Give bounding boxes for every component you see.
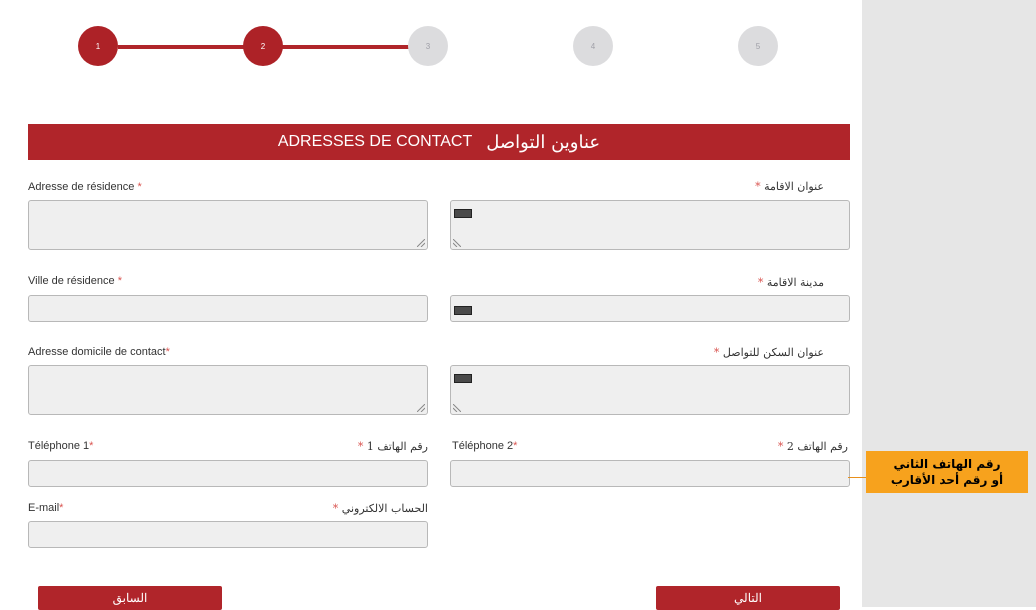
keyboard-icon[interactable]	[454, 209, 472, 218]
residence-address-ar-textarea[interactable]	[450, 200, 850, 250]
phone1-input[interactable]	[28, 460, 428, 487]
phone2-label-ar: رقم الهاتف 2 *	[777, 440, 848, 453]
progress-stepper	[0, 0, 862, 95]
annotation-callout	[866, 451, 1028, 493]
side-panel	[862, 0, 1036, 607]
step-2[interactable]: 2	[243, 26, 283, 66]
residence-city-ar-input[interactable]	[450, 295, 850, 322]
step-3[interactable]: 3	[408, 26, 448, 66]
resize-handle-icon[interactable]	[417, 239, 425, 247]
email-label-ar: الحساب الالكتروني *	[332, 502, 428, 515]
email-input[interactable]	[28, 521, 428, 548]
section-title-fr: ADRESSES DE CONTACT	[277, 133, 473, 150]
contact-address-label-fr: Adresse domicile de contact*	[28, 346, 170, 358]
phone2-label-fr: Téléphone 2*	[452, 440, 518, 452]
residence-city-label-ar: مدينة الاقامة *	[757, 276, 824, 289]
contact-address-ar-textarea[interactable]	[450, 365, 850, 415]
step-4[interactable]: 4	[573, 26, 613, 66]
callout-pointer	[848, 477, 868, 478]
keyboard-icon[interactable]	[454, 306, 472, 315]
section-title-ar: عناوين التواصل	[486, 131, 601, 153]
contact-address-fr-textarea[interactable]	[28, 365, 428, 415]
resize-handle-icon[interactable]	[453, 239, 461, 247]
phone1-label-fr: Téléphone 1*	[28, 440, 94, 452]
section-header	[28, 124, 850, 160]
step-1[interactable]: 1	[78, 26, 118, 66]
residence-city-label-fr: Ville de résidence *	[28, 275, 122, 287]
contact-address-label-ar: عنوان السكن للتواصل *	[713, 346, 824, 359]
keyboard-icon[interactable]	[454, 374, 472, 383]
residence-city-fr-input[interactable]	[28, 295, 428, 322]
previous-button[interactable]: السابق	[38, 586, 222, 610]
email-label-fr: E-mail*	[28, 502, 64, 514]
resize-handle-icon[interactable]	[453, 404, 461, 412]
residence-address-fr-textarea[interactable]	[28, 200, 428, 250]
residence-address-label-ar: عنوان الاقامة *	[755, 180, 824, 193]
phone2-input[interactable]	[450, 460, 850, 487]
step-5[interactable]: 5	[738, 26, 778, 66]
resize-handle-icon[interactable]	[417, 404, 425, 412]
next-button[interactable]: التالي	[656, 586, 840, 610]
callout-line-2: أو رقم أحد الأقارب	[890, 473, 1004, 487]
residence-address-label-fr: Adresse de résidence *	[28, 181, 142, 193]
callout-line-1: رقم الهاتف الثاني	[893, 457, 1001, 471]
phone1-label-ar: رقم الهاتف 1 *	[357, 440, 428, 453]
